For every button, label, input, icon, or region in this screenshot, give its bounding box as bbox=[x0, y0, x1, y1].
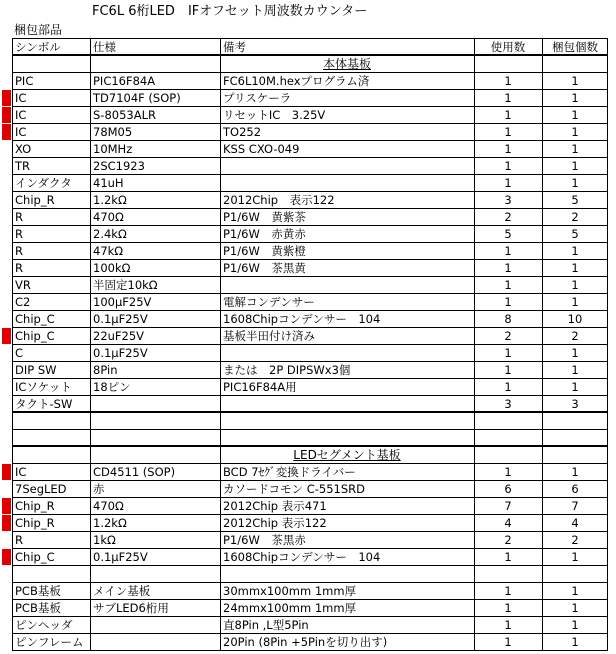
cell-symbol: TR bbox=[15, 158, 31, 173]
cell-spec: 1.2kΩ bbox=[93, 515, 127, 530]
table-row bbox=[12, 599, 608, 616]
cell-qty-packed: 1 bbox=[571, 260, 579, 275]
cell-qty-used: 1 bbox=[504, 583, 512, 598]
cell-qty-used: 1 bbox=[504, 277, 512, 292]
cell-spec bbox=[90, 633, 220, 650]
cell-qty-packed: 1 bbox=[571, 294, 579, 309]
grid-line-vertical bbox=[12, 38, 13, 650]
grid-line-horizontal bbox=[12, 445, 608, 447]
cell-remarks: P1/6W 茶黒黄 bbox=[223, 260, 306, 275]
cell-qty-used: 1 bbox=[504, 124, 512, 139]
cell-remarks: 電解コンデンサー bbox=[223, 294, 315, 309]
cell-qty-packed: 2 bbox=[571, 532, 579, 547]
cell-qty-used: 1 bbox=[504, 379, 512, 394]
cell-remarks: リセットIC 3.25V bbox=[223, 107, 326, 122]
grid-line-horizontal bbox=[12, 225, 608, 226]
cell-qty-packed: 1 bbox=[571, 124, 579, 139]
cell-remarks: P1/6W 黄紫橙 bbox=[223, 243, 306, 258]
table-row bbox=[12, 497, 608, 514]
cell-qty-used: 1 bbox=[504, 464, 512, 479]
cell-qty-packed: 1 bbox=[571, 583, 579, 598]
grid-line-vertical bbox=[90, 38, 91, 650]
cell-qty-used: 1 bbox=[504, 90, 512, 105]
cell-qty-packed: 2 bbox=[571, 328, 579, 343]
cell-qty-used: 1 bbox=[504, 141, 512, 156]
cell-qty-packed: 2 bbox=[571, 209, 579, 224]
cell-spec: TD7104F (SOP) bbox=[93, 90, 181, 105]
cell-qty-packed: 1 bbox=[571, 600, 579, 615]
cell-qty-packed: 1 bbox=[571, 617, 579, 632]
table-row bbox=[12, 463, 608, 480]
cell-spec: 半固定10kΩ bbox=[93, 277, 158, 292]
red-marker bbox=[2, 498, 11, 514]
cell-spec bbox=[90, 395, 220, 412]
table-row bbox=[12, 361, 608, 378]
cell-spec: 47kΩ bbox=[93, 243, 124, 258]
cell-spec: 1kΩ bbox=[93, 532, 116, 547]
cell-symbol: R bbox=[15, 532, 23, 547]
table-row bbox=[12, 106, 608, 123]
table-header-row bbox=[12, 38, 608, 55]
cell-symbol: R bbox=[15, 209, 23, 224]
cell-spec: S-8053ALR bbox=[93, 107, 156, 122]
cell-spec: 赤 bbox=[93, 481, 105, 496]
cell-qty-used: 1 bbox=[504, 260, 512, 275]
cell-qty-packed: 1 bbox=[571, 141, 579, 156]
cell-spec: 1.2kΩ bbox=[93, 192, 127, 207]
section-cell bbox=[220, 55, 474, 72]
cell-qty-packed: 1 bbox=[571, 362, 579, 377]
cell-qty-used: 2 bbox=[504, 532, 512, 547]
table-row bbox=[12, 548, 608, 565]
grid-line-horizontal bbox=[12, 123, 608, 124]
cell-spec: 2.4kΩ bbox=[93, 226, 127, 241]
grid-line-vertical bbox=[607, 38, 608, 650]
cell-symbol: R bbox=[15, 226, 23, 241]
cell-spec: 18ピン bbox=[93, 379, 131, 394]
cell-symbol: C2 bbox=[15, 294, 31, 309]
cell-spec: 8Pin bbox=[93, 362, 118, 377]
cell-qty-packed: 1 bbox=[571, 90, 579, 105]
cell-remarks: BCD 7ｾｸﾞ変換ドライバー bbox=[223, 464, 356, 479]
section-row bbox=[12, 446, 608, 463]
table-row bbox=[12, 123, 608, 140]
grid-line-horizontal bbox=[12, 89, 608, 90]
cell-qty-packed: 10 bbox=[567, 311, 583, 326]
cell-qty-packed: 1 bbox=[571, 73, 579, 88]
cell-symbol: Chip_R bbox=[15, 515, 55, 530]
cell-spec: 470Ω bbox=[93, 498, 124, 513]
table-row bbox=[12, 140, 608, 157]
cell-symbol: Chip_C bbox=[15, 328, 55, 343]
cell-qty-used: 3 bbox=[504, 192, 512, 207]
header-remarks: 備考 bbox=[223, 39, 246, 54]
table-row bbox=[12, 259, 608, 276]
table-row bbox=[12, 531, 608, 548]
grid-line-horizontal bbox=[12, 565, 608, 566]
cell-remarks: 20Pin (8Pin +5Pinを切り出す) bbox=[223, 634, 388, 649]
table-row bbox=[12, 293, 608, 310]
grid-line-vertical bbox=[220, 38, 221, 650]
cell-symbol: Chip_C bbox=[15, 311, 55, 326]
header-qty-packed: 梱包個数 bbox=[552, 39, 598, 54]
table-row bbox=[12, 225, 608, 242]
cell-qty-packed: 4 bbox=[571, 515, 579, 530]
cell-remarks: 2012Chip 表示122 bbox=[223, 515, 327, 530]
cell-qty-used: 8 bbox=[504, 311, 512, 326]
grid-line-horizontal bbox=[12, 174, 608, 175]
grid-line-horizontal bbox=[12, 463, 608, 464]
grid-line-horizontal bbox=[12, 429, 608, 430]
header-spec: 仕様 bbox=[93, 39, 116, 54]
cell-qty-used: 1 bbox=[504, 107, 512, 122]
cell-symbol: IC bbox=[15, 107, 27, 122]
table-row bbox=[12, 378, 608, 395]
cell-symbol: PCB基板 bbox=[15, 583, 61, 598]
cell-remarks: P1/6W 黄紫茶 bbox=[223, 209, 306, 224]
header-qty-used: 使用数 bbox=[490, 39, 526, 54]
page-title: FC6L 6桁LED IFオフセット周波数カウンター bbox=[92, 4, 368, 19]
cell-spec: 41uH bbox=[93, 175, 124, 190]
cell-symbol: ICソケット bbox=[15, 379, 72, 394]
table-row bbox=[12, 191, 608, 208]
cell-symbol: DIP SW bbox=[15, 362, 57, 377]
red-marker bbox=[2, 464, 11, 480]
grid-line-horizontal bbox=[12, 191, 608, 192]
cell-spec: 100μF25V bbox=[93, 294, 152, 309]
cell-spec: メイン基板 bbox=[93, 583, 151, 598]
cell-qty-used: 4 bbox=[504, 515, 512, 530]
header-symbol: シンボル bbox=[15, 39, 61, 54]
grid-line-horizontal bbox=[12, 38, 608, 39]
grid-line-horizontal bbox=[12, 208, 608, 209]
grid-line-horizontal bbox=[12, 599, 608, 600]
grid-line-vertical bbox=[542, 38, 543, 650]
grid-line-horizontal bbox=[12, 276, 608, 277]
table-row bbox=[12, 72, 608, 89]
cell-symbol: インダクタ bbox=[15, 175, 72, 190]
page-subtitle: 梱包部品 bbox=[14, 23, 63, 37]
cell-qty-packed: 1 bbox=[571, 464, 579, 479]
table-row bbox=[12, 157, 608, 174]
cell-qty-packed: 1 bbox=[571, 175, 579, 190]
grid-line-horizontal bbox=[12, 54, 608, 56]
cell-spec: 10MHz bbox=[93, 141, 133, 156]
cell-spec: 470Ω bbox=[93, 209, 124, 224]
cell-remarks bbox=[220, 157, 474, 174]
cell-spec: CD4511 (SOP) bbox=[93, 464, 176, 479]
grid-line-horizontal bbox=[12, 395, 608, 396]
red-marker bbox=[2, 90, 11, 106]
cell-remarks: 直8Pin ,L型5Pin bbox=[223, 617, 309, 632]
table-row bbox=[12, 616, 608, 633]
cell-qty-used: 1 bbox=[504, 158, 512, 173]
grid-line-horizontal bbox=[12, 327, 608, 328]
red-marker bbox=[2, 549, 11, 565]
cell-spec bbox=[90, 616, 220, 633]
section-cell bbox=[220, 446, 474, 463]
cell-symbol: タクト-SW bbox=[15, 396, 73, 411]
cell-symbol: R bbox=[15, 243, 23, 258]
grid-line-horizontal bbox=[12, 242, 608, 243]
cell-symbol: C bbox=[15, 345, 24, 360]
red-marker bbox=[2, 515, 11, 531]
cell-remarks: 1608Chipコンデンサー 104 bbox=[223, 311, 381, 326]
grid-line-horizontal bbox=[12, 582, 608, 583]
grid-line-horizontal bbox=[12, 411, 608, 413]
cell-qty-packed: 6 bbox=[571, 481, 579, 496]
cell-symbol: R bbox=[15, 260, 23, 275]
table-row bbox=[12, 565, 608, 582]
grid-line-horizontal bbox=[12, 293, 608, 294]
cell-spec: 0.1μF25V bbox=[93, 549, 148, 564]
cell-remarks: 30mmx100mm 1mm厚 bbox=[223, 583, 357, 598]
cell-spec: 100kΩ bbox=[93, 260, 131, 275]
cell-remarks: 2012Chip 表示122 bbox=[223, 192, 335, 207]
cell-qty-packed: 1 bbox=[571, 345, 579, 360]
cell-symbol: IC bbox=[15, 90, 27, 105]
grid-line-horizontal bbox=[12, 157, 608, 158]
cell-spec: PIC16F84A bbox=[93, 73, 156, 88]
table-row bbox=[12, 276, 608, 293]
cell-spec: 22uF25V bbox=[93, 328, 145, 343]
section-row bbox=[12, 55, 608, 72]
grid-line-horizontal bbox=[12, 480, 608, 481]
table-row bbox=[12, 344, 608, 361]
section-title: 本体基板 bbox=[322, 57, 371, 71]
cell-remarks: PIC16F84A用 bbox=[223, 379, 297, 394]
cell-remarks: 1608Chipコンデンサー 104 bbox=[223, 549, 381, 564]
grid-line-horizontal bbox=[12, 310, 608, 311]
cell-qty-packed: 5 bbox=[571, 192, 579, 207]
cell-spec: 2SC1923 bbox=[93, 158, 145, 173]
cell-remarks: FC6L10M.hexプログラム済 bbox=[223, 73, 370, 88]
table-row bbox=[12, 208, 608, 225]
cell-qty-used: 1 bbox=[504, 243, 512, 258]
table-row bbox=[12, 429, 608, 446]
cell-symbol: ピンフレーム bbox=[15, 634, 84, 649]
cell-symbol: IC bbox=[15, 464, 27, 479]
cell-symbol: Chip_R bbox=[15, 192, 55, 207]
section-title: LEDセグメント基板 bbox=[293, 448, 401, 462]
cell-qty-used: 1 bbox=[504, 634, 512, 649]
table-row bbox=[12, 310, 608, 327]
grid-line-horizontal bbox=[12, 514, 608, 515]
table-row bbox=[12, 242, 608, 259]
cell-symbol: VR bbox=[15, 277, 31, 292]
cell-remarks: 基板半田付け済み bbox=[223, 328, 315, 343]
grid-line-horizontal bbox=[12, 548, 608, 549]
grid-line-horizontal bbox=[12, 361, 608, 362]
cell-remarks: カソードコモン C-551SRD bbox=[223, 481, 365, 496]
cell-qty-used: 1 bbox=[504, 617, 512, 632]
cell-qty-used: 1 bbox=[504, 549, 512, 564]
cell-qty-used: 1 bbox=[504, 345, 512, 360]
cell-qty-packed: 1 bbox=[571, 277, 579, 292]
cell-qty-used: 2 bbox=[504, 209, 512, 224]
cell-remarks: P1/6W 茶黒赤 bbox=[223, 532, 306, 547]
grid-line-horizontal bbox=[12, 531, 608, 532]
grid-line-horizontal bbox=[12, 378, 608, 379]
cell-remarks: KSS CXO-049 bbox=[223, 141, 300, 156]
cell-symbol: XO bbox=[15, 141, 32, 156]
cell-remarks bbox=[220, 276, 474, 293]
cell-spec: 78M05 bbox=[93, 124, 133, 139]
table-row bbox=[12, 412, 608, 429]
cell-remarks: TO252 bbox=[223, 124, 262, 139]
cell-qty-used: 3 bbox=[504, 396, 512, 411]
cell-symbol: IC bbox=[15, 124, 27, 139]
table-row bbox=[12, 395, 608, 412]
cell-symbol: 7SegLED bbox=[15, 481, 67, 496]
grid-line-vertical bbox=[474, 38, 475, 650]
table-row bbox=[12, 174, 608, 191]
table-row bbox=[12, 582, 608, 599]
table-row bbox=[12, 327, 608, 344]
table-row bbox=[12, 89, 608, 106]
grid-line-horizontal bbox=[12, 344, 608, 345]
cell-symbol: PIC bbox=[15, 73, 34, 88]
cell-symbol: ピンヘッダ bbox=[15, 617, 73, 632]
cell-remarks: 2012Chip 表示471 bbox=[223, 498, 327, 513]
cell-symbol: Chip_R bbox=[15, 498, 55, 513]
grid-line-horizontal bbox=[12, 633, 608, 634]
cell-symbol: Chip_C bbox=[15, 549, 55, 564]
cell-remarks bbox=[220, 395, 474, 412]
grid-line-horizontal bbox=[12, 259, 608, 260]
cell-qty-used: 1 bbox=[504, 362, 512, 377]
red-marker bbox=[2, 107, 11, 123]
cell-qty-used: 2 bbox=[504, 328, 512, 343]
cell-qty-used: 1 bbox=[504, 600, 512, 615]
table-row bbox=[12, 633, 608, 650]
cell-qty-packed: 1 bbox=[571, 379, 579, 394]
grid-line-horizontal bbox=[12, 616, 608, 617]
cell-remarks: 24mmx100mm 1mm厚 bbox=[223, 600, 357, 615]
cell-spec: 0.1μF25V bbox=[93, 311, 148, 326]
cell-qty-used: 1 bbox=[504, 175, 512, 190]
grid-line-horizontal bbox=[12, 497, 608, 498]
cell-qty-packed: 1 bbox=[571, 158, 579, 173]
cell-remarks: P1/6W 赤黄赤 bbox=[223, 226, 306, 241]
grid-line-horizontal bbox=[12, 72, 608, 73]
red-marker bbox=[2, 328, 11, 344]
cell-spec: サブLED6桁用 bbox=[93, 600, 169, 615]
cell-remarks bbox=[220, 174, 474, 191]
cell-qty-packed: 3 bbox=[571, 396, 579, 411]
cell-qty-used: 7 bbox=[504, 498, 512, 513]
cell-qty-packed: 1 bbox=[571, 634, 579, 649]
cell-qty-packed: 5 bbox=[571, 226, 579, 241]
cell-qty-used: 1 bbox=[504, 73, 512, 88]
cell-qty-used: 6 bbox=[504, 481, 512, 496]
grid-line-horizontal bbox=[12, 140, 608, 141]
cell-qty-packed: 7 bbox=[571, 498, 579, 513]
cell-remarks bbox=[220, 344, 474, 361]
cell-remarks: または 2P DIPSWx3個 bbox=[223, 362, 351, 377]
table-row bbox=[12, 480, 608, 497]
cell-qty-used: 5 bbox=[504, 226, 512, 241]
cell-qty-packed: 1 bbox=[571, 107, 579, 122]
grid-line-horizontal bbox=[12, 650, 608, 651]
cell-qty-packed: 1 bbox=[571, 549, 579, 564]
table-row bbox=[12, 514, 608, 531]
cell-symbol: PCB基板 bbox=[15, 600, 61, 615]
cell-remarks: プリスケーラ bbox=[223, 90, 292, 105]
cell-qty-used: 1 bbox=[504, 294, 512, 309]
cell-spec: 0.1μF25V bbox=[93, 345, 148, 360]
grid-line-horizontal bbox=[12, 106, 608, 107]
red-marker bbox=[2, 124, 11, 140]
cell-qty-packed: 1 bbox=[571, 243, 579, 258]
